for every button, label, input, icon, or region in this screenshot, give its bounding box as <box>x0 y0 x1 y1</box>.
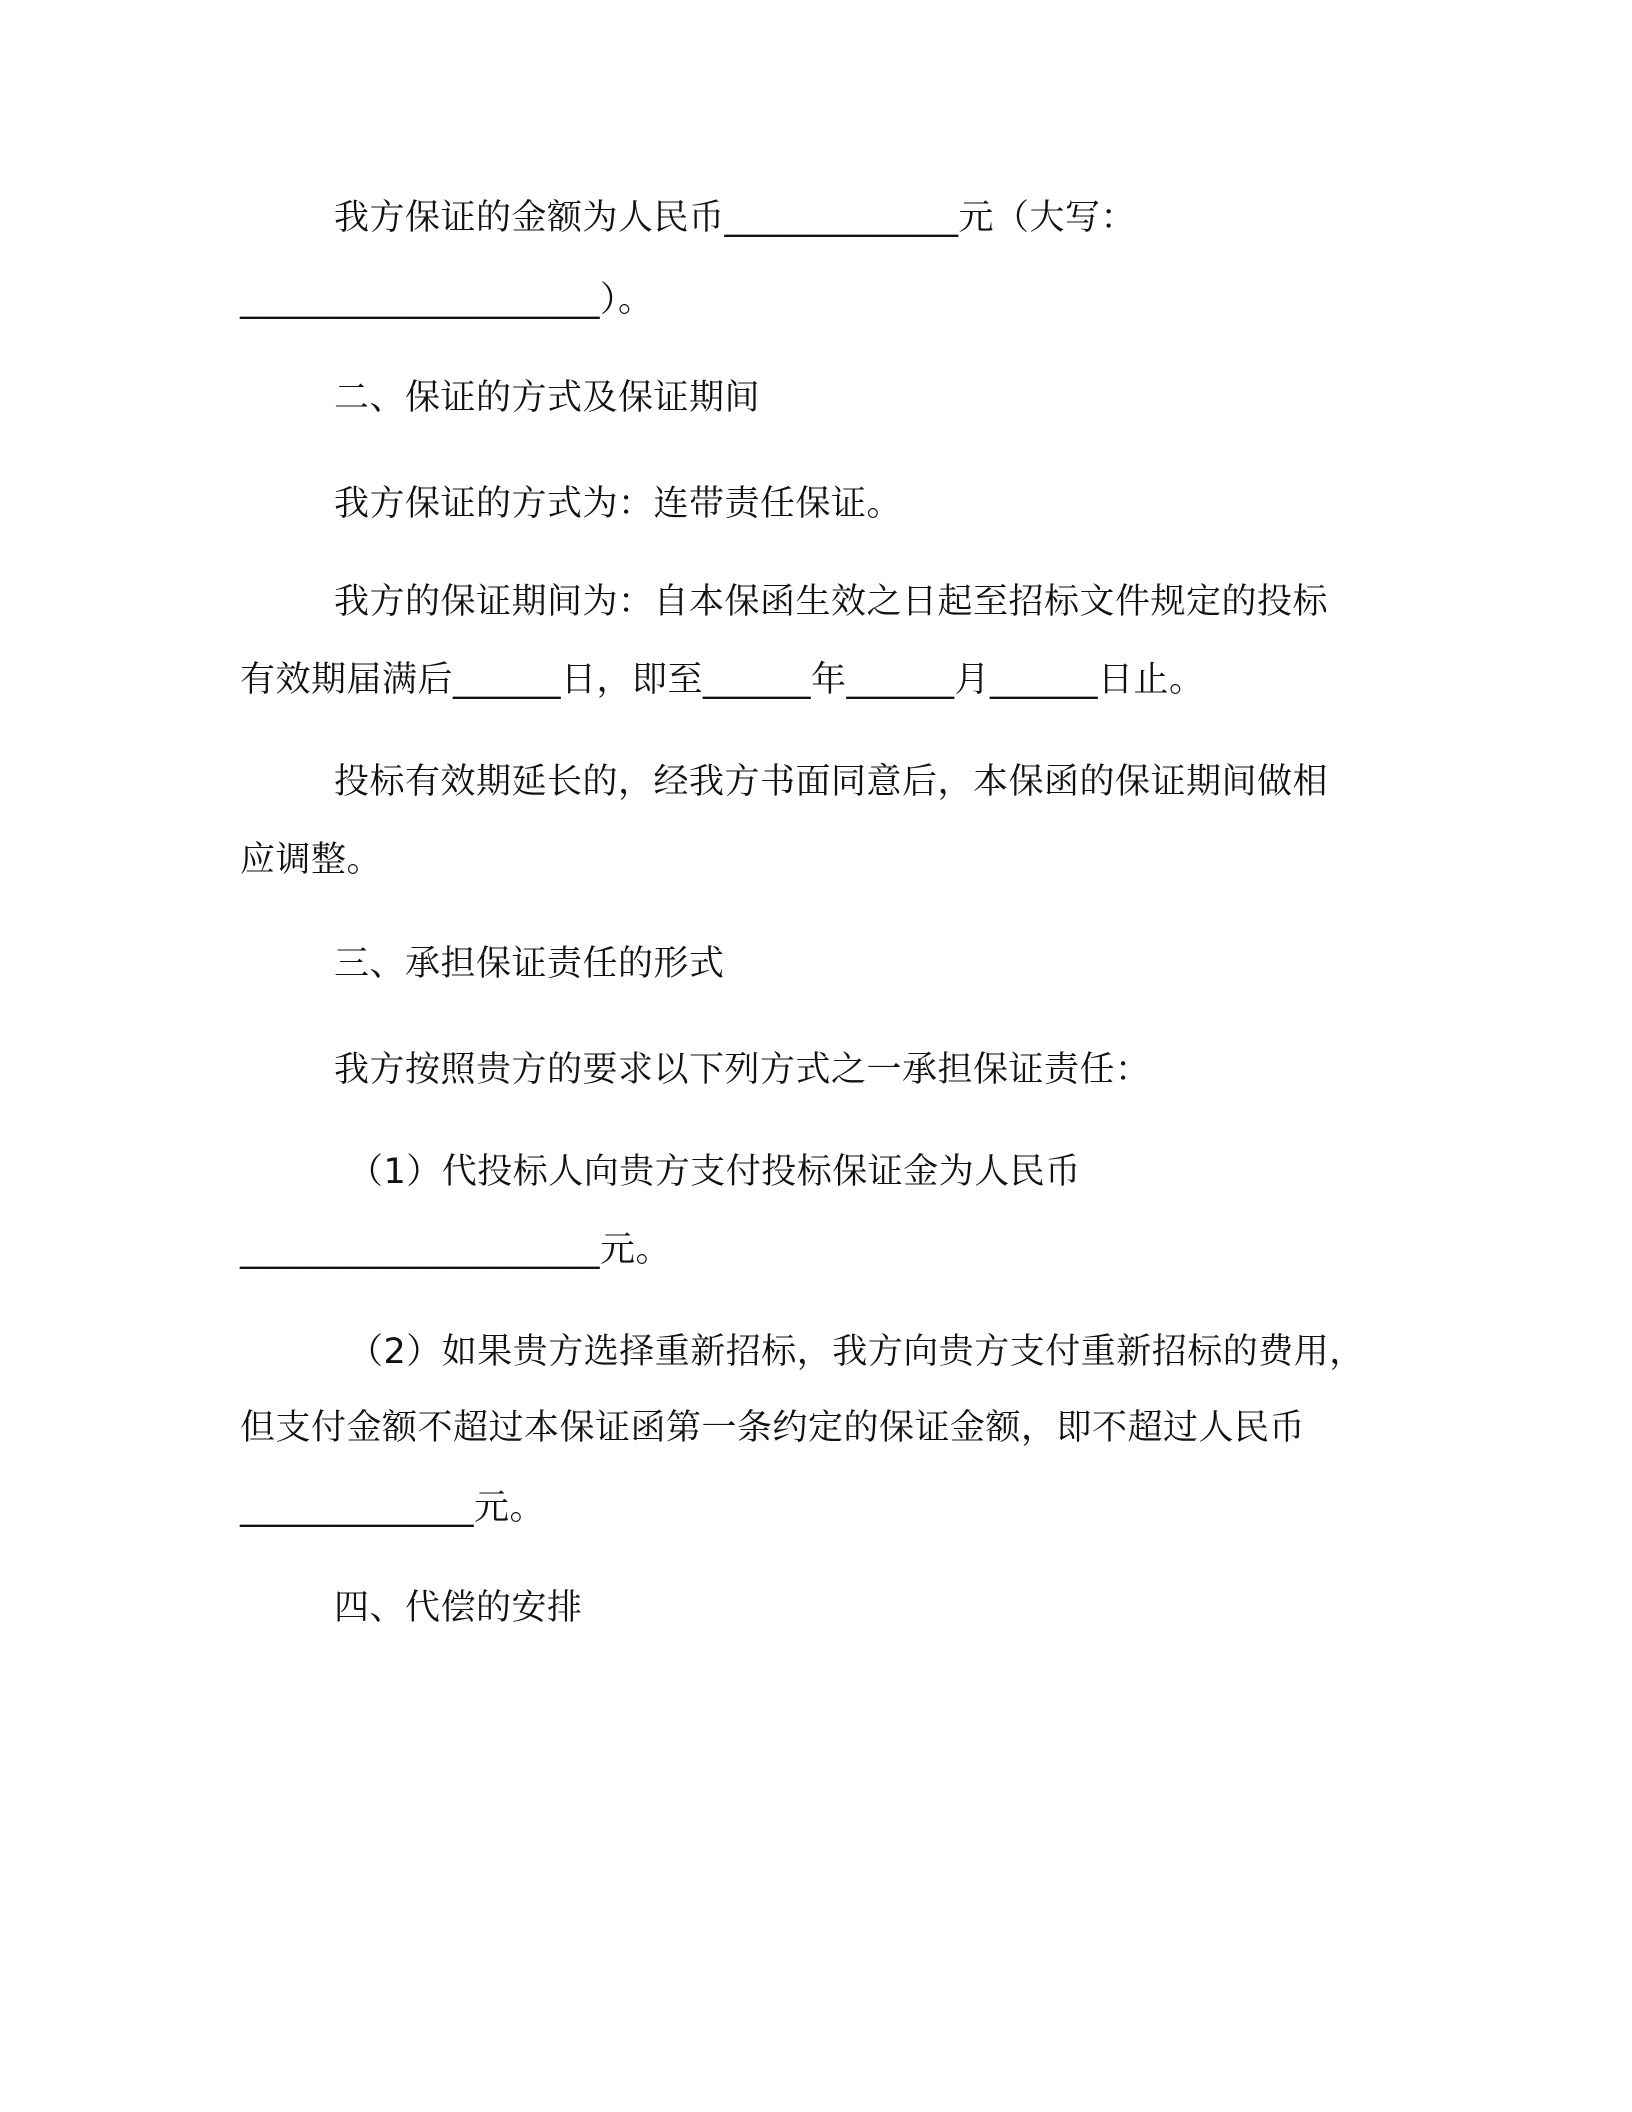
guarantee-method-line: 我方保证的方式为：连带责任保证。 <box>334 484 903 524</box>
extension-line-2: 应调整。 <box>240 840 383 880</box>
item-1-line-2: ____________________元。 <box>240 1230 672 1270</box>
guarantee-period-line-1: 我方的保证期间为：自本保函生效之日起至招标文件规定的投标 <box>334 582 1329 622</box>
extension-line-1: 投标有效期延长的，经我方书面同意后，本保函的保证期间做相 <box>334 762 1329 802</box>
guarantee-amount-capital-line: ____________________）。 <box>240 280 654 320</box>
section-3-heading: 三、承担保证责任的形式 <box>334 944 725 984</box>
item-2-line-3: _____________元。 <box>240 1488 546 1528</box>
section-4-heading: 四、代偿的安排 <box>334 1588 583 1628</box>
guarantee-amount-line: 我方保证的金额为人民币_____________元（大写： <box>334 198 1137 238</box>
liability-intro-line: 我方按照贵方的要求以下列方式之一承担保证责任： <box>334 1050 1151 1090</box>
item-2-line-2: 但支付金额不超过本保证函第一条约定的保证金额，即不超过人民币 <box>240 1408 1306 1448</box>
item-2-line-1: （2）如果贵方选择重新招标，我方向贵方支付重新招标的费用， <box>348 1332 1365 1372</box>
guarantee-period-line-2: 有效期届满后______日，即至______年______月______日止。 <box>240 660 1205 700</box>
section-2-heading: 二、保证的方式及保证期间 <box>334 378 761 418</box>
item-1-line-1: （1）代投标人向贵方支付投标保证金为人民币 <box>348 1152 1081 1192</box>
